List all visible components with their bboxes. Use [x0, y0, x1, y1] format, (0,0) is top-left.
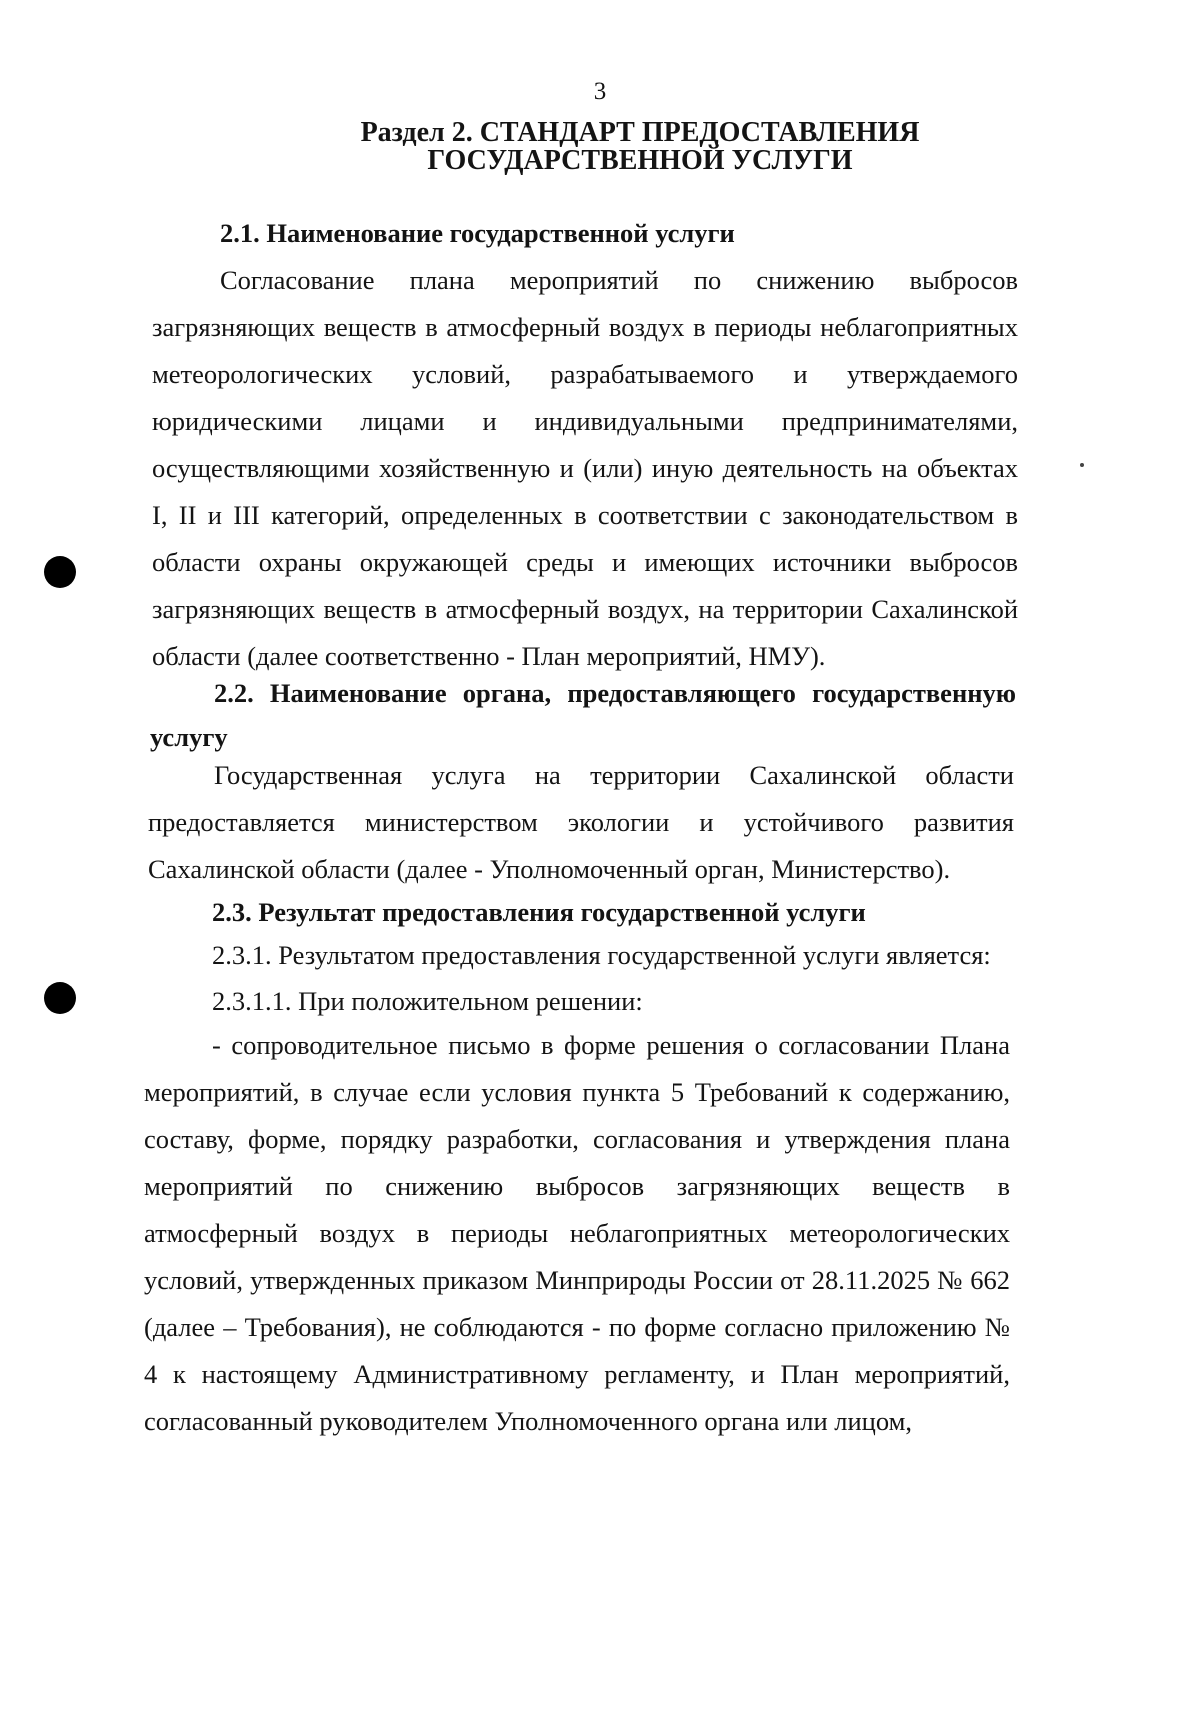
subsection-2-3-p2: 2.3.1.1. При положительном решении: [212, 986, 643, 1016]
punch-hole-mark [44, 556, 76, 588]
subsection-2-3-p3: - сопроводительное письмо в форме решения о согласовании Плана мероприятий, в случае если условия пункта 5 Требований к содержанию, составу, форме, порядку разработки, согласования и утверждения плана мероприятий по снижению выбросов загрязняющих веществ в атмосферный воздух в периоды неблагоприятных метеорологических условий, утвержденных приказом Минприроды России от 28.11.2025 № 662 (далее – Требования), не соблюдаются - по форме согласно приложению № 4 к настоящему Административному регламенту, и План мероприятий, согласованный руководителем Уполномоченного органа или лицом, [144, 1030, 1010, 1436]
subsection-2-1-text: Согласование плана мероприятий по снижению выбросов загрязняющих веществ в атмосферный воздух в периоды неблагоприятных метеорологических условий, разрабатываемого и утверждаемого юридическими лицами и индивидуальными предпринимателями, осуществляющими хозяйственную и (или) иную деятельность на объектах I, II и III категорий, определенных в соответствии с законодательством в области охраны окружающей среды и имеющих источники выбросов загрязняющих веществ в атмосферный воздух, на территории Сахалинской области (далее соответственно - План мероприятий, НМУ). [152, 265, 1018, 671]
subsection-2-2-title: 2.2. Наименование органа, предоставляющего государственную услугу [150, 678, 1016, 752]
scan-speck [1080, 463, 1084, 467]
section-heading-line2: ГОСУДАРСТВЕННОЙ УСЛУГИ [427, 145, 853, 176]
section-heading-line1: Раздел 2. СТАНДАРТ ПРЕДОСТАВЛЕНИЯ [360, 117, 920, 148]
page-number: 3 [593, 78, 607, 105]
subsection-2-3-p1: 2.3.1. Результатом предоставления государственной услуги является: [212, 940, 991, 970]
subsection-2-3-title: 2.3. Результат предоставления государственной услуги [212, 897, 866, 927]
subsection-2-1-title: 2.1. Наименование государственной услуги [220, 218, 735, 248]
subsection-2-2-text: Государственная услуга на территории Сахалинской области предоставляется министерством экологии и устойчивого развития Сахалинской области (далее - Уполномоченный орган, Министерство). [148, 760, 1014, 884]
punch-hole-mark [44, 982, 76, 1014]
